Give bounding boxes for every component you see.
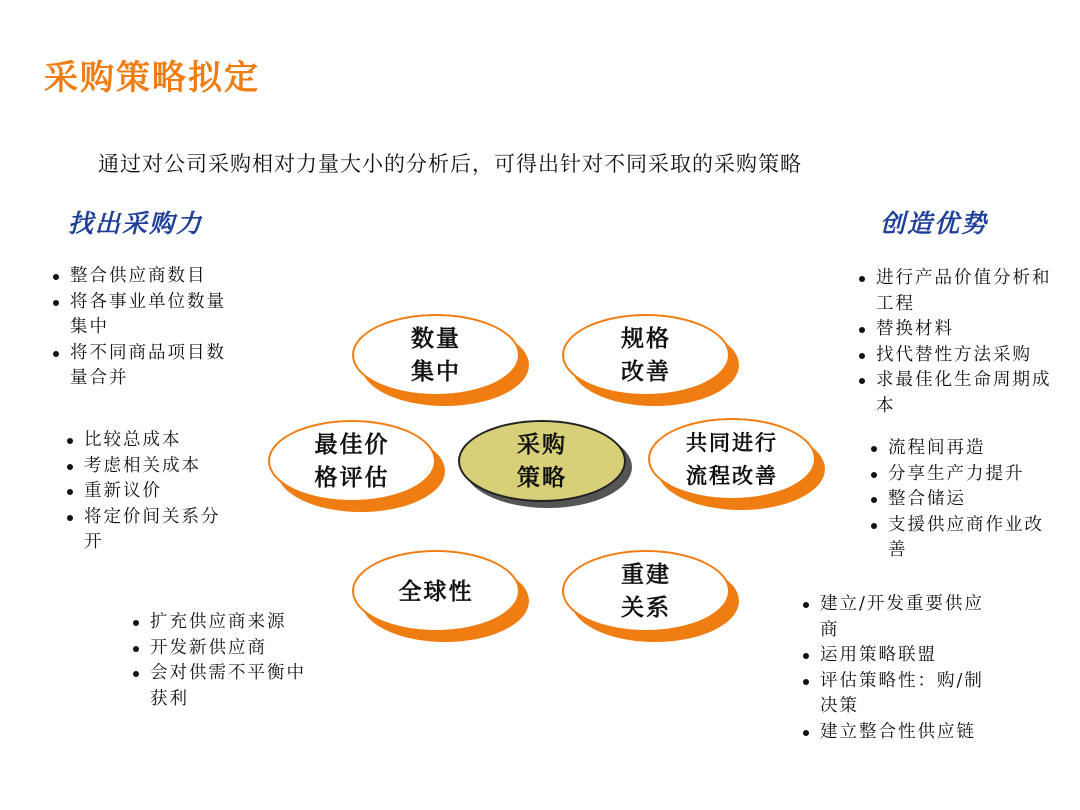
- list-item: 开发新供应商: [132, 636, 312, 662]
- oval-global: [352, 550, 520, 632]
- list-item: 将定价间关系分开: [66, 505, 226, 556]
- list-item: 替换材料: [858, 317, 1058, 343]
- list-item: 支援供应商作业改善: [870, 513, 1050, 564]
- list-item: 整合储运: [870, 487, 1050, 513]
- left-heading: 找出采购力: [68, 209, 204, 238]
- oval-center-label: [458, 420, 626, 502]
- list-item: 评估策略性：购/制决策: [802, 669, 992, 720]
- oval-line: 全球性: [398, 577, 474, 605]
- oval-line: 格评估: [314, 464, 390, 491]
- right-heading: 创造优势: [880, 209, 989, 238]
- list-item: 将各事业单位数量集中: [52, 290, 232, 341]
- list-item: 运用策略联盟: [802, 643, 992, 669]
- list-item: 重新议价: [66, 479, 226, 505]
- oval-process: [648, 418, 816, 500]
- page-title: 采购策略拟定: [44, 58, 260, 98]
- oval-line: 关系: [621, 594, 671, 621]
- oval-process-label: [648, 418, 816, 500]
- relation-list: [802, 592, 992, 745]
- list-item: 会对供需不平衡中获利: [132, 661, 312, 712]
- oval-line: 重建: [621, 561, 671, 588]
- list-item: 比较总成本: [66, 428, 226, 454]
- oval-line: 数量: [411, 325, 461, 352]
- oval-line: 规格: [621, 325, 671, 352]
- price-list: [66, 428, 226, 556]
- oval-relation: [562, 550, 730, 632]
- oval-relation-label: [562, 550, 730, 632]
- process-list: [870, 436, 1050, 564]
- quantity-list: [52, 264, 232, 392]
- oval-global-label: [352, 550, 520, 632]
- oval-quantity: [352, 314, 520, 396]
- oval-price: [268, 420, 436, 502]
- global-list: [132, 610, 312, 712]
- list-item: 求最佳化生命周期成本: [858, 368, 1058, 419]
- oval-center: [458, 420, 626, 502]
- list-item: 建立/开发重要供应商: [802, 592, 992, 643]
- oval-line: 采购: [517, 431, 567, 458]
- list-item: 进行产品价值分析和工程: [858, 266, 1058, 317]
- list-item: 将不同商品项目数量合并: [52, 341, 232, 392]
- oval-line: 流程改善: [686, 463, 778, 488]
- list-item: 找代替性方法采购: [858, 343, 1058, 369]
- list-item: 考虑相关成本: [66, 454, 226, 480]
- oval-line: 集中: [411, 358, 461, 385]
- oval-line: 共同进行: [686, 430, 778, 455]
- intro-text: 通过对公司采购相对力量大小的分析后，可得出针对不同采取的采购策略: [98, 152, 802, 176]
- list-item: 建立整合性供应链: [802, 720, 992, 746]
- list-item: 流程间再造: [870, 436, 1050, 462]
- oval-line: 改善: [621, 358, 671, 385]
- oval-line: 最佳价: [314, 431, 390, 458]
- spec-list: [858, 266, 1058, 419]
- list-item: 整合供应商数目: [52, 264, 232, 290]
- oval-price-label: [268, 420, 436, 502]
- oval-line: 策略: [517, 464, 567, 491]
- oval-spec: [562, 314, 730, 396]
- list-item: 扩充供应商来源: [132, 610, 312, 636]
- oval-spec-label: [562, 314, 730, 396]
- oval-quantity-label: [352, 314, 520, 396]
- list-item: 分享生产力提升: [870, 462, 1050, 488]
